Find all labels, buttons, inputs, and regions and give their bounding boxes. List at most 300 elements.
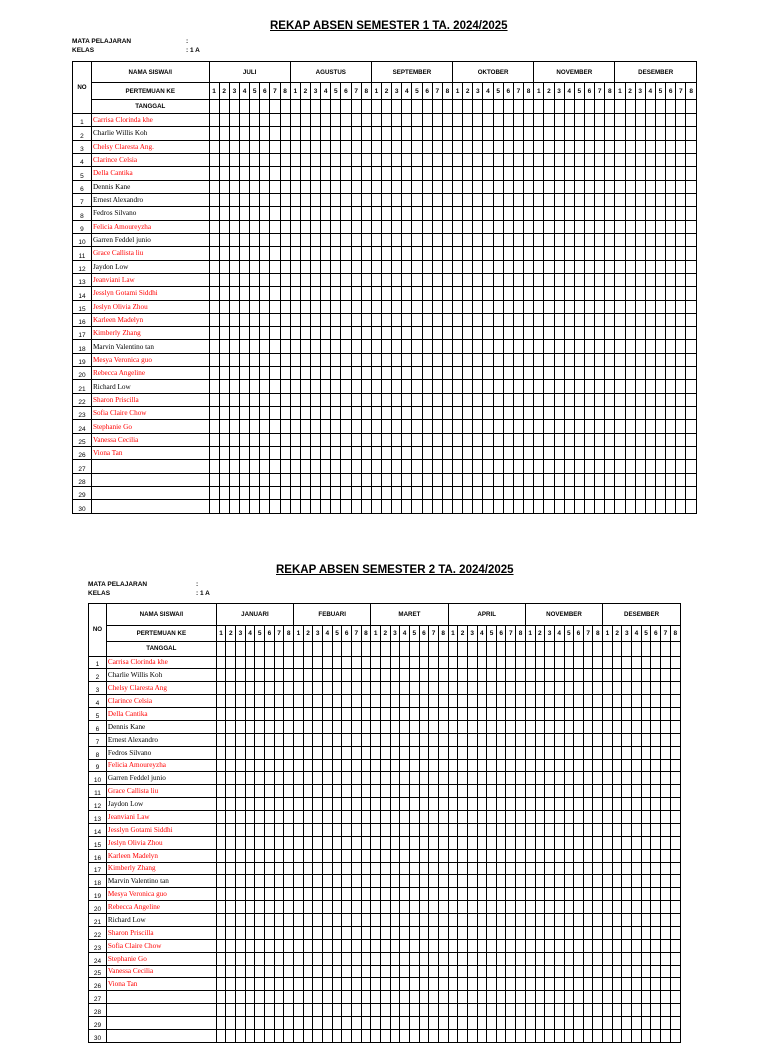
attendance-cell[interactable] xyxy=(236,682,246,695)
attendance-cell[interactable] xyxy=(236,1029,246,1042)
attendance-cell[interactable] xyxy=(615,113,625,126)
attendance-cell[interactable] xyxy=(250,233,260,246)
date-cell[interactable] xyxy=(686,99,697,113)
attendance-cell[interactable] xyxy=(438,901,448,914)
attendance-cell[interactable] xyxy=(554,823,564,836)
attendance-cell[interactable] xyxy=(641,759,651,772)
attendance-cell[interactable] xyxy=(342,926,352,939)
attendance-cell[interactable] xyxy=(270,327,280,340)
attendance-cell[interactable] xyxy=(371,682,381,695)
attendance-cell[interactable] xyxy=(615,353,625,366)
attendance-cell[interactable] xyxy=(429,785,439,798)
attendance-cell[interactable] xyxy=(525,978,535,991)
attendance-cell[interactable] xyxy=(371,407,381,420)
attendance-cell[interactable] xyxy=(661,682,671,695)
attendance-cell[interactable] xyxy=(270,393,280,406)
attendance-cell[interactable] xyxy=(382,340,392,353)
attendance-cell[interactable] xyxy=(506,811,516,824)
attendance-cell[interactable] xyxy=(270,500,280,514)
attendance-cell[interactable] xyxy=(371,785,381,798)
attendance-cell[interactable] xyxy=(503,447,513,460)
attendance-cell[interactable] xyxy=(409,1004,419,1017)
attendance-cell[interactable] xyxy=(409,965,419,978)
attendance-cell[interactable] xyxy=(270,367,280,380)
attendance-cell[interactable] xyxy=(361,798,371,811)
attendance-cell[interactable] xyxy=(477,772,487,785)
attendance-cell[interactable] xyxy=(402,180,412,193)
attendance-cell[interactable] xyxy=(473,273,483,286)
attendance-cell[interactable] xyxy=(438,720,448,733)
attendance-cell[interactable] xyxy=(280,313,290,326)
attendance-cell[interactable] xyxy=(661,733,671,746)
attendance-cell[interactable] xyxy=(535,836,545,849)
attendance-cell[interactable] xyxy=(216,1029,226,1042)
attendance-cell[interactable] xyxy=(323,836,333,849)
attendance-cell[interactable] xyxy=(574,393,584,406)
attendance-cell[interactable] xyxy=(341,367,351,380)
attendance-cell[interactable] xyxy=(676,287,686,300)
attendance-cell[interactable] xyxy=(351,433,361,446)
attendance-cell[interactable] xyxy=(635,407,645,420)
attendance-cell[interactable] xyxy=(245,772,255,785)
attendance-cell[interactable] xyxy=(448,708,458,721)
attendance-cell[interactable] xyxy=(545,772,555,785)
attendance-cell[interactable] xyxy=(564,952,574,965)
attendance-cell[interactable] xyxy=(260,433,270,446)
attendance-cell[interactable] xyxy=(265,682,275,695)
attendance-cell[interactable] xyxy=(554,460,564,473)
attendance-cell[interactable] xyxy=(274,708,284,721)
attendance-cell[interactable] xyxy=(361,849,371,862)
attendance-cell[interactable] xyxy=(294,952,304,965)
attendance-cell[interactable] xyxy=(632,1029,642,1042)
attendance-cell[interactable] xyxy=(300,407,310,420)
attendance-cell[interactable] xyxy=(442,447,452,460)
attendance-cell[interactable] xyxy=(641,888,651,901)
attendance-cell[interactable] xyxy=(651,836,661,849)
attendance-cell[interactable] xyxy=(625,127,635,140)
attendance-cell[interactable] xyxy=(670,1017,680,1030)
attendance-cell[interactable] xyxy=(274,926,284,939)
attendance-cell[interactable] xyxy=(284,759,294,772)
attendance-cell[interactable] xyxy=(351,785,361,798)
attendance-cell[interactable] xyxy=(260,180,270,193)
attendance-cell[interactable] xyxy=(342,1017,352,1030)
attendance-cell[interactable] xyxy=(615,247,625,260)
attendance-cell[interactable] xyxy=(429,656,439,669)
attendance-cell[interactable] xyxy=(645,420,655,433)
attendance-cell[interactable] xyxy=(351,460,361,473)
attendance-cell[interactable] xyxy=(332,798,342,811)
attendance-cell[interactable] xyxy=(419,1017,429,1030)
attendance-cell[interactable] xyxy=(661,1017,671,1030)
attendance-cell[interactable] xyxy=(554,785,564,798)
attendance-cell[interactable] xyxy=(516,823,526,836)
attendance-cell[interactable] xyxy=(477,746,487,759)
attendance-cell[interactable] xyxy=(564,759,574,772)
attendance-cell[interactable] xyxy=(625,273,635,286)
attendance-cell[interactable] xyxy=(493,247,503,260)
attendance-cell[interactable] xyxy=(493,367,503,380)
date-cell[interactable] xyxy=(458,642,468,656)
attendance-cell[interactable] xyxy=(229,460,239,473)
attendance-cell[interactable] xyxy=(361,914,371,927)
attendance-cell[interactable] xyxy=(641,862,651,875)
attendance-cell[interactable] xyxy=(603,695,613,708)
attendance-cell[interactable] xyxy=(632,862,642,875)
attendance-cell[interactable] xyxy=(371,260,381,273)
attendance-cell[interactable] xyxy=(622,811,632,824)
attendance-cell[interactable] xyxy=(216,991,226,1004)
attendance-cell[interactable] xyxy=(422,167,432,180)
attendance-cell[interactable] xyxy=(294,875,304,888)
attendance-cell[interactable] xyxy=(270,167,280,180)
attendance-cell[interactable] xyxy=(361,193,371,206)
attendance-cell[interactable] xyxy=(544,433,554,446)
attendance-cell[interactable] xyxy=(284,875,294,888)
attendance-cell[interactable] xyxy=(294,1029,304,1042)
attendance-cell[interactable] xyxy=(438,875,448,888)
attendance-cell[interactable] xyxy=(371,965,381,978)
attendance-cell[interactable] xyxy=(265,914,275,927)
attendance-cell[interactable] xyxy=(422,193,432,206)
attendance-cell[interactable] xyxy=(506,1017,516,1030)
attendance-cell[interactable] xyxy=(574,500,584,514)
attendance-cell[interactable] xyxy=(209,447,219,460)
attendance-cell[interactable] xyxy=(382,260,392,273)
attendance-cell[interactable] xyxy=(641,708,651,721)
attendance-cell[interactable] xyxy=(493,287,503,300)
attendance-cell[interactable] xyxy=(219,180,229,193)
attendance-cell[interactable] xyxy=(390,978,400,991)
date-cell[interactable] xyxy=(467,642,477,656)
attendance-cell[interactable] xyxy=(503,327,513,340)
attendance-cell[interactable] xyxy=(342,695,352,708)
attendance-cell[interactable] xyxy=(670,1029,680,1042)
date-cell[interactable] xyxy=(284,642,294,656)
attendance-cell[interactable] xyxy=(332,965,342,978)
attendance-cell[interactable] xyxy=(311,447,321,460)
attendance-cell[interactable] xyxy=(371,300,381,313)
attendance-cell[interactable] xyxy=(361,127,371,140)
attendance-cell[interactable] xyxy=(311,353,321,366)
attendance-cell[interactable] xyxy=(670,823,680,836)
attendance-cell[interactable] xyxy=(574,656,584,669)
attendance-cell[interactable] xyxy=(670,991,680,1004)
attendance-cell[interactable] xyxy=(574,978,584,991)
attendance-cell[interactable] xyxy=(483,127,493,140)
attendance-cell[interactable] xyxy=(595,433,605,446)
attendance-cell[interactable] xyxy=(284,720,294,733)
attendance-cell[interactable] xyxy=(477,1029,487,1042)
attendance-cell[interactable] xyxy=(400,901,410,914)
attendance-cell[interactable] xyxy=(467,849,477,862)
attendance-cell[interactable] xyxy=(392,407,402,420)
attendance-cell[interactable] xyxy=(438,656,448,669)
attendance-cell[interactable] xyxy=(429,862,439,875)
attendance-cell[interactable] xyxy=(280,407,290,420)
attendance-cell[interactable] xyxy=(535,811,545,824)
attendance-cell[interactable] xyxy=(473,313,483,326)
attendance-cell[interactable] xyxy=(412,247,422,260)
attendance-cell[interactable] xyxy=(274,914,284,927)
attendance-cell[interactable] xyxy=(270,140,280,153)
attendance-cell[interactable] xyxy=(513,487,523,500)
attendance-cell[interactable] xyxy=(625,393,635,406)
attendance-cell[interactable] xyxy=(632,811,642,824)
attendance-cell[interactable] xyxy=(574,720,584,733)
attendance-cell[interactable] xyxy=(209,140,219,153)
attendance-cell[interactable] xyxy=(661,901,671,914)
attendance-cell[interactable] xyxy=(390,888,400,901)
attendance-cell[interactable] xyxy=(400,811,410,824)
attendance-cell[interactable] xyxy=(625,113,635,126)
attendance-cell[interactable] xyxy=(666,140,676,153)
attendance-cell[interactable] xyxy=(625,487,635,500)
attendance-cell[interactable] xyxy=(487,798,497,811)
attendance-cell[interactable] xyxy=(525,1029,535,1042)
attendance-cell[interactable] xyxy=(229,433,239,446)
date-cell[interactable] xyxy=(390,642,400,656)
attendance-cell[interactable] xyxy=(392,193,402,206)
attendance-cell[interactable] xyxy=(300,313,310,326)
attendance-cell[interactable] xyxy=(622,772,632,785)
attendance-cell[interactable] xyxy=(380,733,390,746)
attendance-cell[interactable] xyxy=(554,167,564,180)
attendance-cell[interactable] xyxy=(341,380,351,393)
attendance-cell[interactable] xyxy=(351,965,361,978)
attendance-cell[interactable] xyxy=(666,313,676,326)
attendance-cell[interactable] xyxy=(402,367,412,380)
attendance-cell[interactable] xyxy=(380,811,390,824)
attendance-cell[interactable] xyxy=(666,460,676,473)
date-cell[interactable] xyxy=(265,642,275,656)
attendance-cell[interactable] xyxy=(260,153,270,166)
attendance-cell[interactable] xyxy=(216,682,226,695)
attendance-cell[interactable] xyxy=(323,785,333,798)
attendance-cell[interactable] xyxy=(655,500,665,514)
attendance-cell[interactable] xyxy=(290,167,300,180)
attendance-cell[interactable] xyxy=(603,836,613,849)
attendance-cell[interactable] xyxy=(390,823,400,836)
attendance-cell[interactable] xyxy=(229,193,239,206)
attendance-cell[interactable] xyxy=(229,393,239,406)
attendance-cell[interactable] xyxy=(371,247,381,260)
attendance-cell[interactable] xyxy=(605,327,615,340)
attendance-cell[interactable] xyxy=(219,247,229,260)
attendance-cell[interactable] xyxy=(331,433,341,446)
attendance-cell[interactable] xyxy=(503,140,513,153)
date-cell[interactable] xyxy=(641,642,651,656)
attendance-cell[interactable] xyxy=(371,327,381,340)
attendance-cell[interactable] xyxy=(331,447,341,460)
attendance-cell[interactable] xyxy=(554,220,564,233)
attendance-cell[interactable] xyxy=(661,656,671,669)
attendance-cell[interactable] xyxy=(331,313,341,326)
attendance-cell[interactable] xyxy=(645,287,655,300)
attendance-cell[interactable] xyxy=(574,785,584,798)
attendance-cell[interactable] xyxy=(686,327,697,340)
attendance-cell[interactable] xyxy=(513,420,523,433)
attendance-cell[interactable] xyxy=(239,393,249,406)
attendance-cell[interactable] xyxy=(655,233,665,246)
attendance-cell[interactable] xyxy=(290,500,300,514)
attendance-cell[interactable] xyxy=(209,380,219,393)
attendance-cell[interactable] xyxy=(245,811,255,824)
attendance-cell[interactable] xyxy=(419,733,429,746)
attendance-cell[interactable] xyxy=(265,849,275,862)
attendance-cell[interactable] xyxy=(409,823,419,836)
attendance-cell[interactable] xyxy=(603,720,613,733)
attendance-cell[interactable] xyxy=(493,207,503,220)
attendance-cell[interactable] xyxy=(686,113,697,126)
attendance-cell[interactable] xyxy=(535,759,545,772)
attendance-cell[interactable] xyxy=(583,772,593,785)
attendance-cell[interactable] xyxy=(632,978,642,991)
attendance-cell[interactable] xyxy=(321,167,331,180)
attendance-cell[interactable] xyxy=(321,207,331,220)
attendance-cell[interactable] xyxy=(612,1004,622,1017)
attendance-cell[interactable] xyxy=(622,875,632,888)
attendance-cell[interactable] xyxy=(409,939,419,952)
attendance-cell[interactable] xyxy=(255,656,265,669)
attendance-cell[interactable] xyxy=(390,1029,400,1042)
attendance-cell[interactable] xyxy=(483,113,493,126)
attendance-cell[interactable] xyxy=(239,407,249,420)
attendance-cell[interactable] xyxy=(392,167,402,180)
attendance-cell[interactable] xyxy=(351,113,361,126)
attendance-cell[interactable] xyxy=(458,849,468,862)
attendance-cell[interactable] xyxy=(666,447,676,460)
attendance-cell[interactable] xyxy=(438,849,448,862)
attendance-cell[interactable] xyxy=(342,991,352,1004)
attendance-cell[interactable] xyxy=(321,340,331,353)
attendance-cell[interactable] xyxy=(603,849,613,862)
attendance-cell[interactable] xyxy=(442,367,452,380)
attendance-cell[interactable] xyxy=(661,914,671,927)
attendance-cell[interactable] xyxy=(506,939,516,952)
attendance-cell[interactable] xyxy=(419,888,429,901)
attendance-cell[interactable] xyxy=(513,207,523,220)
attendance-cell[interactable] xyxy=(274,862,284,875)
attendance-cell[interactable] xyxy=(487,1029,497,1042)
attendance-cell[interactable] xyxy=(661,939,671,952)
attendance-cell[interactable] xyxy=(400,991,410,1004)
attendance-cell[interactable] xyxy=(311,327,321,340)
attendance-cell[interactable] xyxy=(645,153,655,166)
attendance-cell[interactable] xyxy=(487,695,497,708)
attendance-cell[interactable] xyxy=(382,313,392,326)
attendance-cell[interactable] xyxy=(513,273,523,286)
attendance-cell[interactable] xyxy=(544,180,554,193)
date-cell[interactable] xyxy=(229,99,239,113)
attendance-cell[interactable] xyxy=(284,811,294,824)
attendance-cell[interactable] xyxy=(226,862,236,875)
attendance-cell[interactable] xyxy=(311,313,321,326)
attendance-cell[interactable] xyxy=(544,247,554,260)
attendance-cell[interactable] xyxy=(402,407,412,420)
attendance-cell[interactable] xyxy=(371,1017,381,1030)
attendance-cell[interactable] xyxy=(361,233,371,246)
attendance-cell[interactable] xyxy=(545,656,555,669)
attendance-cell[interactable] xyxy=(603,785,613,798)
attendance-cell[interactable] xyxy=(331,193,341,206)
attendance-cell[interactable] xyxy=(467,720,477,733)
attendance-cell[interactable] xyxy=(467,823,477,836)
attendance-cell[interactable] xyxy=(332,875,342,888)
attendance-cell[interactable] xyxy=(477,991,487,1004)
attendance-cell[interactable] xyxy=(625,153,635,166)
attendance-cell[interactable] xyxy=(574,367,584,380)
attendance-cell[interactable] xyxy=(670,926,680,939)
attendance-cell[interactable] xyxy=(255,1029,265,1042)
attendance-cell[interactable] xyxy=(448,656,458,669)
attendance-cell[interactable] xyxy=(513,473,523,486)
attendance-cell[interactable] xyxy=(409,695,419,708)
attendance-cell[interactable] xyxy=(564,207,574,220)
attendance-cell[interactable] xyxy=(260,193,270,206)
attendance-cell[interactable] xyxy=(245,1004,255,1017)
attendance-cell[interactable] xyxy=(412,113,422,126)
attendance-cell[interactable] xyxy=(645,487,655,500)
attendance-cell[interactable] xyxy=(250,220,260,233)
attendance-cell[interactable] xyxy=(544,153,554,166)
attendance-cell[interactable] xyxy=(351,1017,361,1030)
attendance-cell[interactable] xyxy=(584,367,594,380)
attendance-cell[interactable] xyxy=(686,447,697,460)
attendance-cell[interactable] xyxy=(593,862,603,875)
attendance-cell[interactable] xyxy=(655,433,665,446)
attendance-cell[interactable] xyxy=(274,772,284,785)
attendance-cell[interactable] xyxy=(270,487,280,500)
attendance-cell[interactable] xyxy=(294,669,304,682)
attendance-cell[interactable] xyxy=(564,991,574,1004)
date-cell[interactable] xyxy=(380,642,390,656)
attendance-cell[interactable] xyxy=(506,991,516,1004)
attendance-cell[interactable] xyxy=(280,447,290,460)
attendance-cell[interactable] xyxy=(361,460,371,473)
attendance-cell[interactable] xyxy=(280,433,290,446)
attendance-cell[interactable] xyxy=(390,875,400,888)
attendance-cell[interactable] xyxy=(260,260,270,273)
attendance-cell[interactable] xyxy=(467,926,477,939)
attendance-cell[interactable] xyxy=(603,733,613,746)
attendance-cell[interactable] xyxy=(564,393,574,406)
attendance-cell[interactable] xyxy=(236,733,246,746)
attendance-cell[interactable] xyxy=(564,247,574,260)
attendance-cell[interactable] xyxy=(332,759,342,772)
attendance-cell[interactable] xyxy=(651,862,661,875)
attendance-cell[interactable] xyxy=(303,914,313,927)
attendance-cell[interactable] xyxy=(458,811,468,824)
attendance-cell[interactable] xyxy=(284,1017,294,1030)
attendance-cell[interactable] xyxy=(438,695,448,708)
attendance-cell[interactable] xyxy=(429,1017,439,1030)
attendance-cell[interactable] xyxy=(564,733,574,746)
attendance-cell[interactable] xyxy=(641,695,651,708)
attendance-cell[interactable] xyxy=(493,113,503,126)
attendance-cell[interactable] xyxy=(503,167,513,180)
attendance-cell[interactable] xyxy=(448,849,458,862)
attendance-cell[interactable] xyxy=(534,153,544,166)
attendance-cell[interactable] xyxy=(382,380,392,393)
attendance-cell[interactable] xyxy=(245,1017,255,1030)
attendance-cell[interactable] xyxy=(294,849,304,862)
attendance-cell[interactable] xyxy=(545,901,555,914)
attendance-cell[interactable] xyxy=(250,460,260,473)
attendance-cell[interactable] xyxy=(506,862,516,875)
attendance-cell[interactable] xyxy=(645,447,655,460)
